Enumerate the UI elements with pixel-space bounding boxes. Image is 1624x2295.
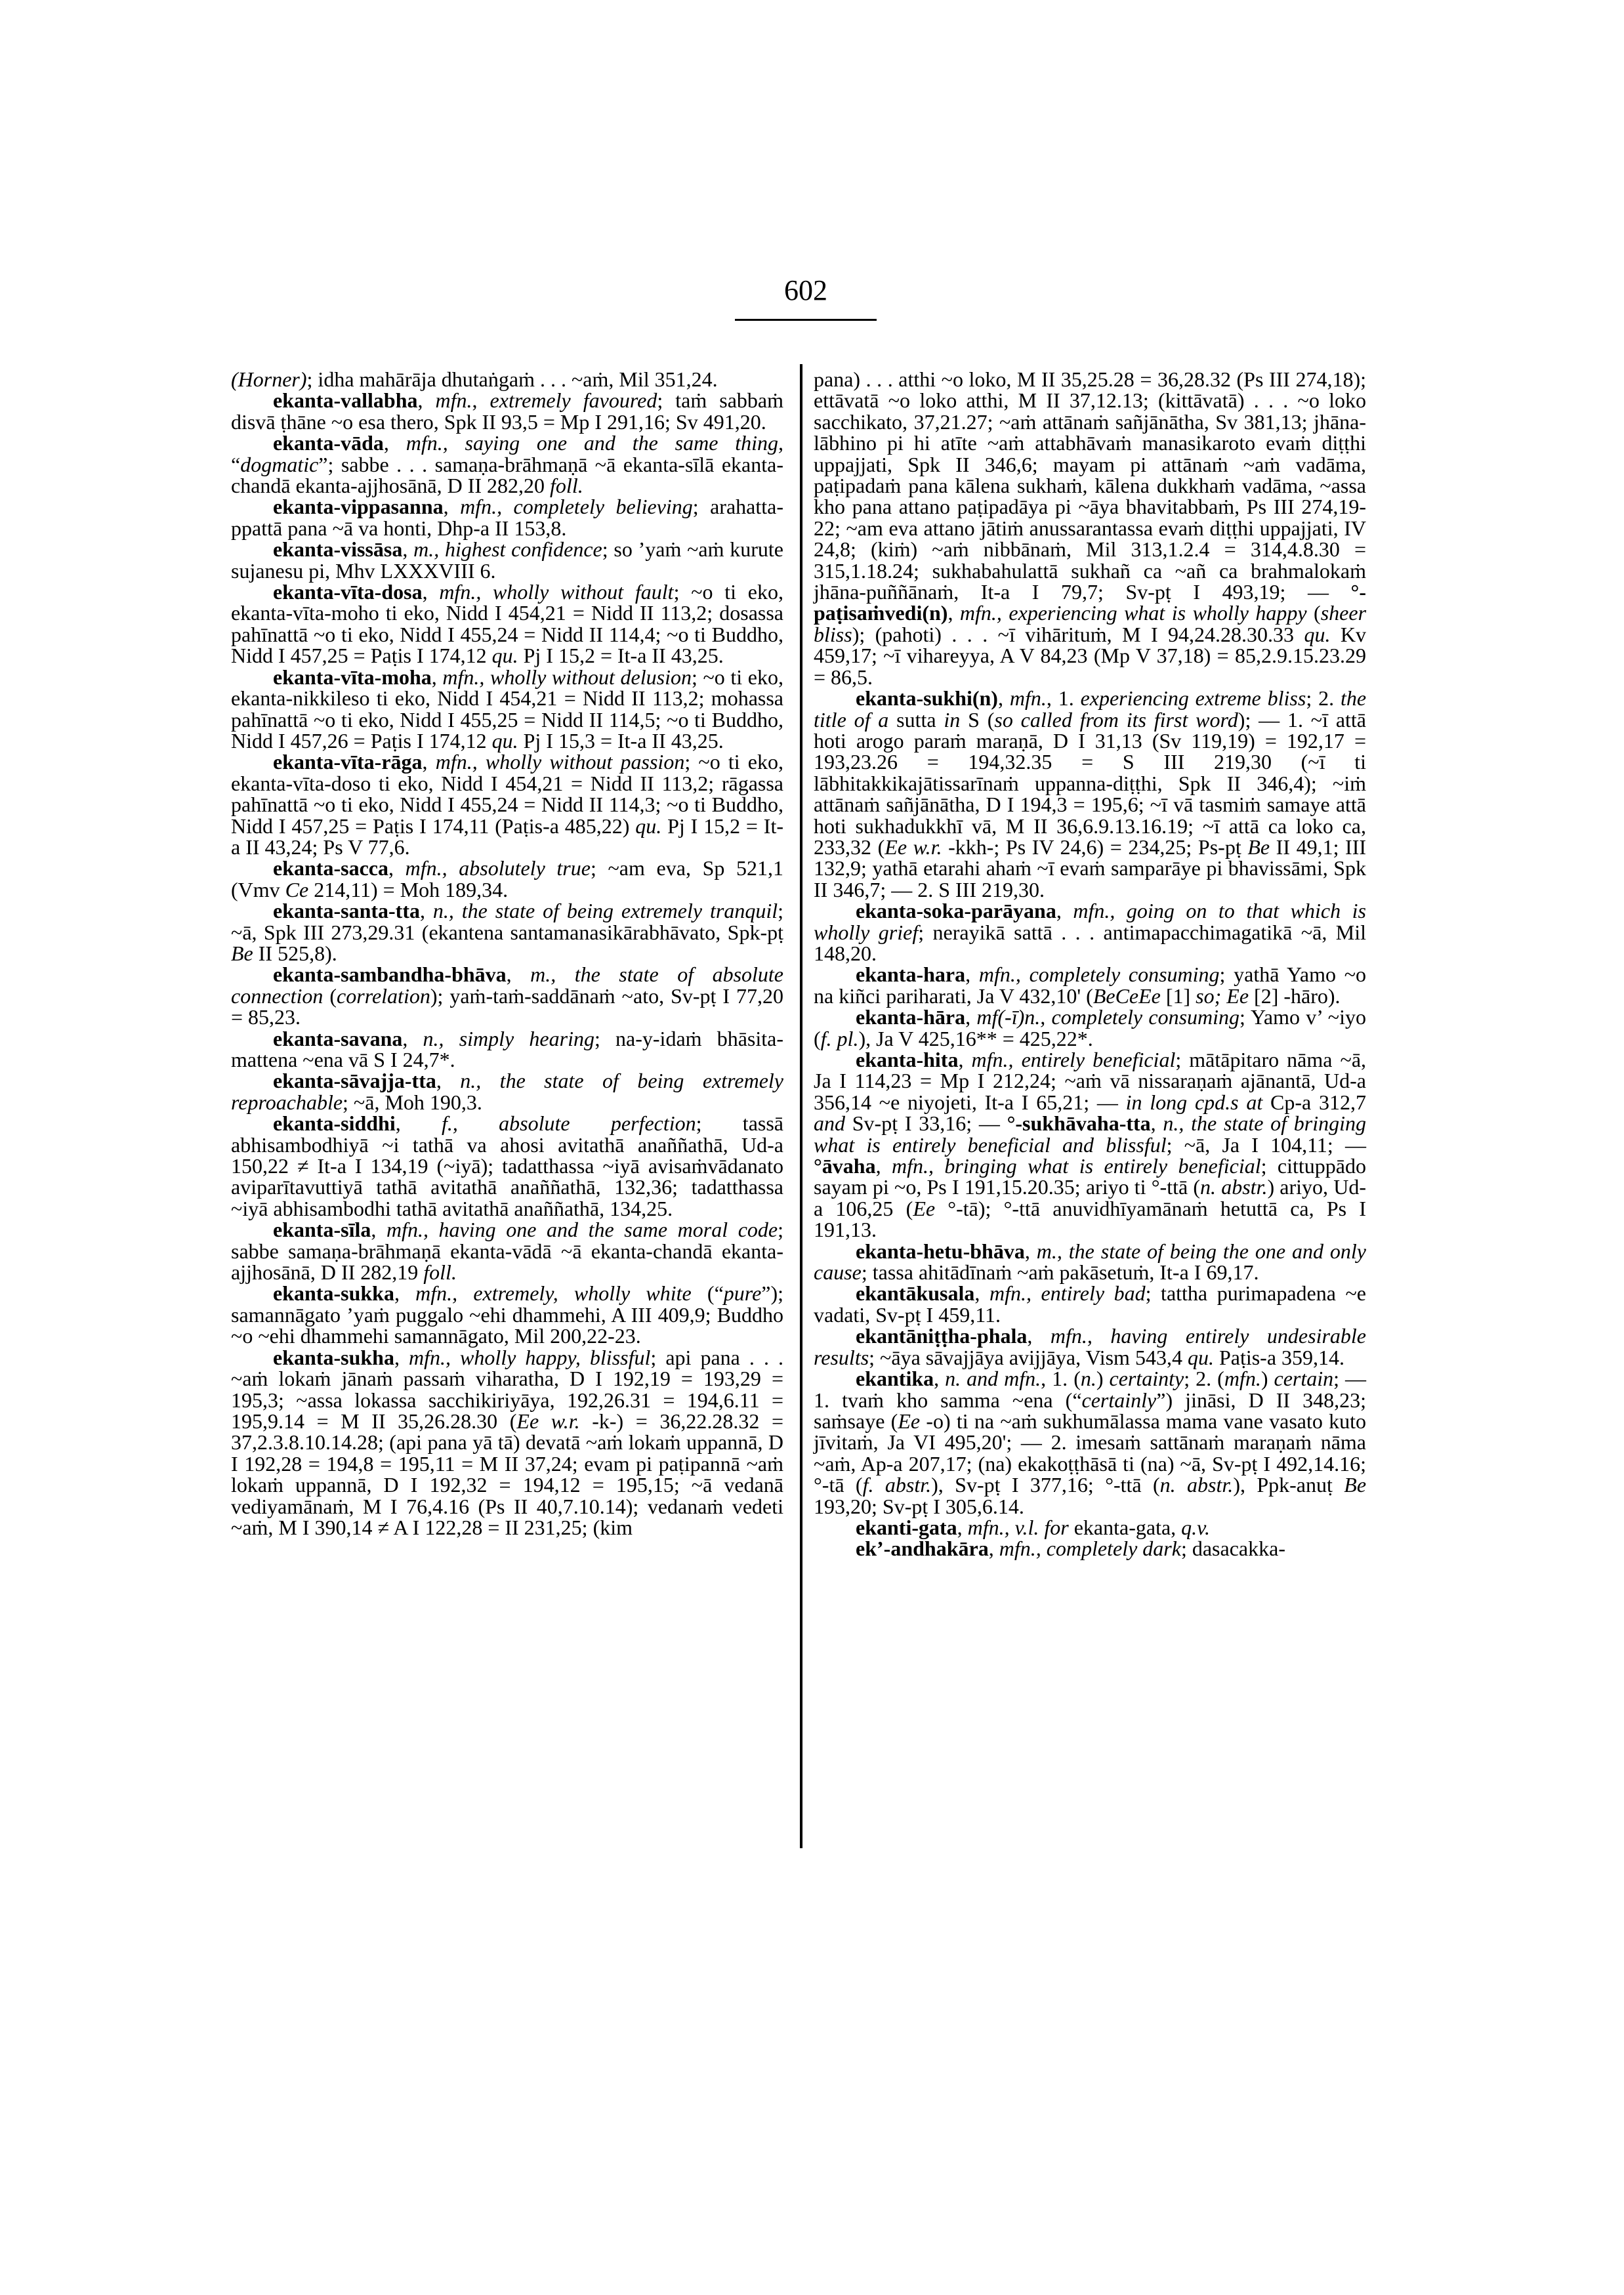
gloss-italic: mfn., extremely, wholly white <box>415 1281 692 1306</box>
entry-text: ), Ppk-anuṭ <box>1233 1473 1344 1497</box>
gloss-italic: pure <box>723 1281 762 1306</box>
dictionary-entry <box>231 432 783 496</box>
gloss-italic: and <box>814 1111 845 1136</box>
gloss-italic: mfn., entirely bad <box>989 1281 1146 1306</box>
entry-text: , <box>965 1005 977 1029</box>
headword: ekanta-savana <box>273 1026 403 1050</box>
entry-text: ; ~am eva, Sp 521,1 (Vmv <box>231 856 784 901</box>
dictionary-entry <box>814 1049 1366 1241</box>
gloss-italic: qu. <box>635 814 662 838</box>
dictionary-entry <box>814 900 1366 964</box>
entry-text: Sv-pṭ I 33,16; — <box>845 1111 1007 1136</box>
entry-text: Pj I 15,2 = It-a II 43,24; Ps V 77,6. <box>231 814 783 859</box>
gloss-italic: sheer bliss <box>814 601 1367 646</box>
entry-text: , <box>422 580 440 604</box>
entry-text: , <box>1056 899 1073 923</box>
dictionary-entry <box>814 1325 1366 1368</box>
gloss-italic: certain <box>1274 1367 1334 1391</box>
entry-text: , <box>1027 1324 1051 1348</box>
entry-text: ); (pahoti) . . . ~ī vihārituṁ, M I 94,24.28.30.33 <box>852 622 1304 646</box>
gloss-italic: mfn. <box>435 388 472 413</box>
dictionary-entry <box>814 1283 1366 1325</box>
entry-text: ; 2. <box>1306 686 1341 711</box>
gloss-italic: certainty <box>1109 1367 1184 1391</box>
entry-text: , <box>1150 1111 1163 1136</box>
headword: ekanta-vīta-moha <box>273 665 432 689</box>
entry-text: , <box>1024 1239 1037 1263</box>
entry-text: ; idha mahārāja dhutaṅgaṁ . . . ~aṁ, Mil 351,24. <box>306 367 718 391</box>
entry-text: , <box>957 1515 968 1539</box>
entry-text: , <box>436 1069 461 1093</box>
dictionary-entry <box>231 667 783 752</box>
entry-text: ) <box>1096 1367 1110 1391</box>
headword: ek’-andhakāra <box>856 1537 989 1561</box>
column-divider <box>800 364 802 1848</box>
entry-text: Paṭis-a 359,14. <box>1213 1345 1345 1369</box>
gloss-italic: m., the state of being the one and only cause <box>814 1239 1367 1285</box>
continued-entry-text <box>814 369 1366 688</box>
gloss-italic: experiencing extreme bliss <box>1080 686 1306 711</box>
gloss-italic: n., the state of bringing what is entirely beneficial and blissful <box>814 1111 1367 1157</box>
headword: ekanti-gata <box>856 1515 957 1539</box>
gloss-italic: mfn., v.l. for <box>967 1515 1069 1539</box>
entry-text: Cp-a 312,7 <box>1262 1090 1367 1114</box>
dictionary-entry <box>231 900 783 964</box>
headword: ekanta-hāra <box>856 1005 966 1029</box>
gloss-italic: m., highest confidence <box>413 537 602 562</box>
entry-text: -o) ti na ~aṁ sukhumālassa mama vane vasato kuto jīvitaṁ, Ja VI 495,20'; — 2. imesaṁ sattānaṁ maraṇaṁ nāma ~aṁ, Ap-a 207,17; (na) ekakoṭṭhāsā ti (na) ~ā, Sv-pṭ I 492,14.16; °-tā ( <box>814 1409 1366 1497</box>
entry-text: ), Sv-pṭ I 377,16; °-ttā ( <box>931 1473 1160 1497</box>
entry-text: ; arahatta-ppattā pana ~ā va honti, Dhp-a II 153,8. <box>231 495 783 540</box>
headword: ekanta-siddhi <box>273 1111 396 1136</box>
entry-text: [2] -hāro). <box>1249 983 1341 1008</box>
gloss-italic: Be <box>231 941 253 965</box>
gloss-italic: the title of a <box>814 686 1367 732</box>
entry-text: 193,20; Sv-pṭ I 305,6.14. <box>814 1494 1024 1518</box>
entry-text: , 1. <box>1046 686 1081 711</box>
entry-text: , <box>417 388 436 413</box>
entry-text: S ( <box>960 707 995 732</box>
gloss-italic: in long cpd.s at <box>1125 1090 1263 1114</box>
gloss-italic: Be <box>1247 835 1270 859</box>
dictionary-entry <box>814 1368 1366 1517</box>
dictionary-entry <box>231 858 783 900</box>
gloss-italic: mfn., wholly without passion <box>435 750 685 774</box>
dictionary-entry <box>814 1006 1366 1049</box>
gloss-italic: f. pl. <box>820 1026 859 1050</box>
entry-text: (“ <box>691 1281 724 1306</box>
entry-text: , <box>974 1281 989 1306</box>
continued-entry-text <box>231 369 783 390</box>
gloss-italic: qu. <box>1304 622 1331 646</box>
headword: ekanta-vippasanna <box>273 495 444 519</box>
headword: ekantāniṭṭha-phala <box>856 1324 1028 1348</box>
gloss-italic: qu. <box>491 728 518 753</box>
entry-text: ; tattha purimapadena ~e vadati, Sv-pṭ I 459,11. <box>814 1281 1367 1327</box>
entry-text: ; sabbe samaṇa-brāhmaṇā ekanta-vādā ~ā ekanta-chandā ekanta-ajjhosānā, D II 282,19 <box>231 1218 783 1285</box>
headword: ekanta-sukha <box>273 1345 394 1369</box>
entry-text: ; taṁ sabbaṁ disvā ṭhāne ~o esa thero, Spk II 93,5 = Mp I 291,16; Sv 491,20. <box>231 388 783 434</box>
dictionary-entry <box>814 1241 1366 1283</box>
entry-text: ; cittuppādo sayam pi ~o, Ps I 191,15.20.35; ariyo ti °-ttā ( <box>814 1154 1367 1199</box>
dictionary-entry <box>231 390 783 432</box>
entry-text: , <box>965 962 979 987</box>
gloss-italic: mfn., experiencing what is wholly happy <box>959 601 1307 625</box>
entry-text: ; Yamo v’ ~iyo ( <box>814 1005 1366 1050</box>
gloss-italic: Be <box>1344 1473 1367 1497</box>
headword: ekanta-sīla <box>273 1218 371 1242</box>
entry-text: ; ~ā, Spk III 273,29.31 (ekantena santamanasikārabhāvato, Spk-pṭ <box>231 899 784 944</box>
entry-text: 214,11) = Moh 189,34. <box>308 877 509 901</box>
headword: ekanta-sambandha-bhāva <box>273 962 507 987</box>
entry-text: , <box>934 1367 946 1391</box>
entry-text: ); yaṁ-taṁ-saddānaṁ ~ato, Sv-pṭ I 77,20 = 85,23. <box>231 983 784 1029</box>
gloss-italic: qu. <box>491 644 518 668</box>
right-column <box>814 369 1366 1560</box>
gloss-italic: correlation <box>337 983 430 1008</box>
entry-text: ; ~o ti eko, ekanta-vīta-doso ti eko, Nidd I 454,21 = Nidd II 113,2; rāgassa pahīnattā ~o ti eko, Nidd I 455,24 = Nidd II 114,3; ~o ti Buddho, Nidd I 457,25 = Paṭis I 174,11 (Paṭis-a 485,22) <box>231 750 784 838</box>
gloss-italic: extremely favoured <box>489 388 657 413</box>
gloss-italic: n., simply hearing <box>423 1026 594 1050</box>
entry-text: , <box>388 856 406 880</box>
gloss-italic: foll. <box>550 474 583 498</box>
entry-text: Pj I 15,2 = It-a II 43,25. <box>518 644 724 668</box>
headword: ekanta-sukhi(n) <box>856 686 998 711</box>
headword: ekanta-hara <box>856 962 966 987</box>
dictionary-entry <box>231 1347 783 1539</box>
gloss-italic: Ee w.r. <box>885 835 942 859</box>
gloss-italic: certainly <box>1081 1388 1157 1412</box>
dictionary-entry <box>231 751 783 858</box>
entry-text: ) <box>1260 1367 1274 1391</box>
entry-text: ; 2. ( <box>1184 1367 1224 1391</box>
gloss-italic: dogmatic <box>240 452 319 476</box>
entry-text: , <box>443 495 461 519</box>
entry-text: ); — 1. ~ī attā hoti arogo paraṁ maraṇā, D I 31,13 (Sv 119,19) = 192,17 = 193,23.26 = 194,32.35 = S III 219,30 (~ī ti lābhitakkikajātissarīnaṁ uppanna-diṭṭhi, Spk II 346,4); ~iṁ attānaṁ sañjānātha, D I 194,3 = 195,6; ~ī vā tasmiṁ samaye attā hoti sukhadukkhī vā, M II 36,6.9.13.16.19; ~ī attā ca loko ca, 233,32 ( <box>814 707 1367 859</box>
entry-text: ; mātāpitaro nāma ~ā, Ja I 114,23 = Mp I 212,24; ~aṁ vā nissaraṇaṁ ajānantā, Ud-a 356,14 ~e niyojeti, It-a I 65,21; — <box>814 1048 1367 1114</box>
entry-text: , <box>472 388 490 413</box>
gloss-italic: n. and mfn. <box>945 1367 1041 1391</box>
gloss-italic: m., the state of absolute connection <box>231 962 784 1008</box>
entry-text: ; so ’yaṁ ~aṁ kurute sujanesu pi, Mhv LXXXVIII 6. <box>231 537 783 583</box>
gloss-italic: n. abstr. <box>1200 1175 1268 1199</box>
entry-text: , <box>875 1154 892 1178</box>
entry-text: , 1. ( <box>1041 1367 1081 1391</box>
headword: °āvaha <box>814 1154 876 1178</box>
gloss-italic: mfn., saying one and the same thing, <box>406 431 784 455</box>
gloss-italic: mfn., absolutely true <box>405 856 591 880</box>
dictionary-entry <box>814 1517 1366 1538</box>
headword: ekanta-vīta-rāga <box>273 750 423 774</box>
left-column <box>231 369 783 1538</box>
entry-text: , <box>422 750 436 774</box>
gloss-italic: mfn. <box>1224 1367 1261 1391</box>
gloss-italic: mfn., wholly without delusion <box>442 665 692 689</box>
gloss-italic: so called from its first word <box>994 707 1238 732</box>
gloss-italic: mfn., completely believing <box>460 495 693 519</box>
headword: ekanta-sacca <box>273 856 388 880</box>
entry-text: , <box>395 1111 442 1136</box>
gloss-italic: Ce <box>285 877 309 901</box>
entry-text: ; ~o ti eko, ekanta-nikkileso ti eko, Nidd I 454,21 = Nidd II 113,2; mohassa pahīnattā ~o ti eko, Nidd I 455,25 = Nidd II 114,5; ~o ti Buddho, Nidd I 457,26 = Paṭis I 174,12 <box>231 665 783 753</box>
gloss-italic: mfn., having entirely undesirable results <box>814 1324 1366 1369</box>
gloss-italic: n., the state of being extremely reproachable <box>231 1069 784 1114</box>
entry-text: ; nerayikā sattā . . . antimapacchimagatikā ~ā, Mil 148,20. <box>814 920 1366 965</box>
entry-text: II 49,1; III 132,9; yathā etarahi ahaṁ ~ī evaṁ samparāye pi bhavissāmi, Spk II 346,7; — 2. S III 219,30. <box>814 835 1367 901</box>
entry-text: , <box>402 1026 423 1050</box>
gloss-italic: mfn., completely consuming <box>978 962 1220 987</box>
gloss-italic: q.v. <box>1181 1515 1210 1539</box>
gloss-italic: Ee w.r. <box>516 1409 580 1433</box>
dictionary-entry <box>231 1219 783 1283</box>
headword: ekantākusala <box>856 1281 975 1306</box>
page-number: 602 <box>784 274 827 306</box>
dictionary-entry <box>814 1538 1366 1559</box>
headword: ekanta-hita <box>856 1048 959 1071</box>
gloss-italic: n. <box>1080 1367 1096 1391</box>
entry-text: ) ariyo, Ud-a 106,25 ( <box>814 1175 1367 1220</box>
entry-text: ; tassa ahitādīnaṁ ~aṁ pakāsetuṁ, It-a I 69,17. <box>861 1260 1259 1285</box>
headword: ekanta-vallabha <box>273 388 418 413</box>
gloss-italic: (Horner) <box>231 367 307 391</box>
entry-text: ”; sabbe . . . samaṇa-brāhmaṇā ~ā ekanta-sīlā ekanta-chandā ekanta-ajjhosānā, D II 282,20 <box>231 452 783 498</box>
headword: ekanta-vīta-dosa <box>273 580 423 604</box>
entry-text: II 525,8). <box>253 941 337 965</box>
entry-text: “ <box>231 452 241 476</box>
entry-text: ; — 1. tvaṁ kho samma ~ena (“ <box>814 1367 1367 1412</box>
headword: °-sukhāvaha-tta <box>1007 1111 1151 1136</box>
headword: ekanta-vissāsa <box>273 537 403 562</box>
gloss-italic: f., absolute perfection <box>442 1111 696 1136</box>
dictionary-entry <box>231 1113 783 1219</box>
entry-text: , <box>947 601 960 625</box>
gloss-italic: f. abstr. <box>862 1473 932 1497</box>
entry-text: , <box>431 665 443 689</box>
entry-text: , <box>988 1537 999 1561</box>
gloss-italic: mfn., having one and the same moral code <box>386 1218 778 1242</box>
entry-text: ), Ja V 425,16** = 425,22*. <box>858 1026 1093 1050</box>
entry-text: ; na-y-idaṁ bhāsita-mattena ~ena vā S I 24,7*. <box>231 1026 783 1071</box>
headword: °-paṭisaṁvedi(n) <box>814 580 1366 625</box>
dictionary-entry <box>231 581 783 667</box>
entry-text: ; tassā abhisambodhiyā ~i tathā va ahosi avitathā anaññathā, Ud-a 150,22 ≠ It-a I 134,19 (~iyā); tadatthassa ~iyā avisaṁvādanato aviparītavuttiyā tathā avitathā anaññathā, 132,36; tadatthassa ~iyā abhisambodhi tathā avitathā anaññathā, 134,25. <box>231 1111 784 1220</box>
gloss-italic: mfn., completely dark <box>999 1537 1181 1561</box>
dictionary-entry <box>814 964 1366 1006</box>
entry-text: , <box>394 1345 409 1369</box>
dictionary-entry <box>231 539 783 581</box>
entry-text: ; ~āya sāvajjāya avijjāya, Vism 543,4 <box>869 1345 1188 1369</box>
entry-text: ( <box>323 983 337 1008</box>
entry-text: °-tā); °-ttā anuvidhīyamānaṁ hetuttā ca, Ps I 191,13. <box>814 1196 1367 1242</box>
gloss-italic: mfn., wholly happy, blissful <box>409 1345 651 1369</box>
gloss-italic: mf(-ī)n., completely consuming <box>976 1005 1240 1029</box>
gloss-italic: so; Ee <box>1196 983 1249 1008</box>
entry-text: , <box>371 1218 386 1242</box>
entry-text: sutta <box>888 707 944 732</box>
entry-text: ekanta-gata, <box>1068 1515 1182 1539</box>
entry-text: pana) . . . atthi ~o loko, M II 35,25.28 = 36,28.32 (Ps III 274,18); ettāvatā ~o loko atthi, M II 37,12.13; (kittāvatā) . . . ~o loko sacchikato, 37,21.27; ~aṁ attānaṁ sañjānātha, Sv 381,13; jhāna-lābhino pi hi atīte ~aṁ attabhāvaṁ manasikaroto evaṁ diṭṭhi uppajjati, Spk II 346,6; mayam pi attānaṁ ~aṁ vadāma, paṭipadaṁ pana kālena sukhaṁ, kālena dukkhaṁ vadāma, ~assa kho pana attano paṭipadāya pi ~āya bhavitabbaṁ, Ps III 274,19-22; ~am eva attano jātiṁ anussarantassa evaṁ diṭṭhi uppajjati, IV 24,8; (kiṁ) ~aṁ nibbānaṁ, Mil 313,1.2.4 = 314,4.8.30 = 315,1.18.24; sukhabahulattā sukhañ ca ~añ ca brahmalokaṁ jhāna-puññānaṁ, It-a I 79,7; Sv-pṭ I 493,19; — <box>814 367 1366 604</box>
entry-text: ; ~ā, Ja I 104,11; — <box>1166 1132 1367 1157</box>
dictionary-entry <box>814 688 1366 900</box>
entry-text: ; dasacakka- <box>1180 1537 1285 1561</box>
gloss-italic: foll. <box>423 1260 457 1285</box>
entry-text: , <box>383 431 406 455</box>
gloss-italic: mfn., bringing what is entirely beneficial <box>892 1154 1261 1178</box>
entry-text: , <box>506 962 531 987</box>
entry-text: , <box>958 1048 972 1071</box>
entry-text: ”) jināsi, D II 348,23; saṁsaye ( <box>814 1388 1366 1433</box>
headword: ekanta-vāda <box>273 431 384 455</box>
headword: ekanta-hetu-bhāva <box>856 1239 1025 1263</box>
gloss-italic: mfn., wholly without fault <box>439 580 674 604</box>
dictionary-entry <box>231 1283 783 1346</box>
entry-text: [1] <box>1160 983 1196 1008</box>
gloss-italic: in <box>944 707 961 732</box>
entry-text: ( <box>1306 601 1321 625</box>
gloss-italic: n., the state of being extremely tranquil <box>432 899 778 923</box>
headword: ekanta-soka-parāyana <box>856 899 1056 923</box>
entry-text: Pj I 15,3 = It-a II 43,25. <box>518 728 724 753</box>
dictionary-entry <box>231 496 783 539</box>
dictionary-entry <box>231 1028 783 1071</box>
gloss-italic: n. abstr. <box>1159 1473 1234 1497</box>
entry-text: ; ~ā, Moh 190,3. <box>343 1090 482 1114</box>
gloss-italic: qu. <box>1187 1345 1214 1369</box>
headword: ekanta-sukka <box>273 1281 394 1306</box>
gloss-italic: mfn., going on to that which is wholly grief <box>814 899 1367 944</box>
dictionary-entry <box>231 964 783 1027</box>
headword: ekanta-sāvajja-tta <box>273 1069 436 1093</box>
dictionary-entry <box>231 1070 783 1113</box>
entry-text: , <box>419 899 433 923</box>
entry-text: ”); samannāgato ’yaṁ puggalo ~ehi dhammehi, A III 409,9; Buddho ~o ~ehi dhammehi samannāgato, Mil 200,22-23. <box>231 1281 784 1348</box>
gloss-italic: mfn., entirely beneficial <box>971 1048 1176 1071</box>
entry-text: ; yathā Yamo ~o na kiñci pariharati, Ja V 432,10' ( <box>814 962 1367 1008</box>
entry-text: -kkh-; Ps IV 24,6) = 234,25; Ps-pṭ <box>942 835 1248 859</box>
gloss-italic: Ee <box>913 1196 936 1220</box>
entry-text: Kv 459,17; ~ī vihareyya, A V 84,23 (Mp V 37,18) = 85,2.9.15.23.29 = 86,5. <box>814 622 1367 689</box>
gloss-italic: mfn. <box>1009 686 1047 711</box>
entry-text: , <box>394 1281 416 1306</box>
entry-text: ; ~o ti eko, ekanta-vīta-moho ti eko, Nidd I 454,21 = Nidd II 113,2; dosassa pahīnattā ~o ti eko, Nidd I 455,24 = Nidd II 114,4; ~o ti Buddho, Nidd I 457,25 = Paṭis I 174,12 <box>231 580 784 668</box>
gloss-italic: Ee <box>898 1409 921 1433</box>
gloss-italic: BeCeEe <box>1093 983 1161 1008</box>
entry-text: , <box>997 686 1010 711</box>
headword: ekanta-santa-tta <box>273 899 420 923</box>
entry-text: , <box>402 537 414 562</box>
page-number-rule <box>735 319 877 321</box>
entry-text: -k-) = 36,22.28.32 = 37,2.3.8.10.14.28; (api pana yā tā) devatā ~aṁ lokaṁ uppannā, D I 192,28 = 194,8 = 195,11 = M II 37,24; evam pi paṭipannā ~aṁ lokaṁ uppannā, D I 192,32 = 194,12 = 195,15; ~ā vedanā vediyamānaṁ, M I 76,4.16 (Ps II 40,7.10.14); vedanaṁ vedeti ~aṁ, M I 390,14 ≠ A I 122,28 = II 231,25; (kim <box>231 1409 784 1539</box>
entry-text: ; api pana . . . ~aṁ lokaṁ jānaṁ passaṁ viharatha, D I 192,19 = 193,29 = 195,3; ~assa lokassa sacchikiriyāya, 192,26.31 = 194,6.11 = 195,9.14 = M II 35,26.28.30 ( <box>231 1345 783 1433</box>
headword: ekantika <box>856 1367 934 1391</box>
